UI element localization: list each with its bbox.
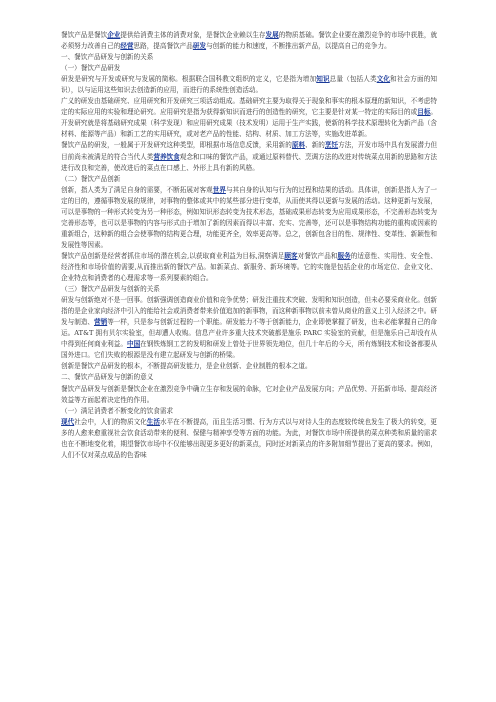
keyword-link[interactable]: 经营 [120,42,134,51]
text-run: 总量（包括人类 [329,75,377,84]
body-paragraph [61,140,437,173]
text-run: 和社会方面的知识），以与运用这些知识去创造新的应用，而进行的系统性创造活动。 [61,75,438,95]
keyword-link[interactable]: 发展 [265,31,279,39]
text-run: 餐饮产品研发与创新是餐饮企业在激烈竞争中确立生存和发展的命脉，它对企业产品发展方向；产品优势、开拓新市场、提高经济效益等方面起着决定性的作用。 [61,384,437,404]
text-run: 一、餐饮产品研发与创新的关系 [61,53,154,62]
keyword-link[interactable]: 世界 [212,185,226,194]
body-paragraph [61,295,437,361]
text-run: 研发是研究与开发或研究与发展的简称。根据联合国科教文组织的定义，它是指为增加 [61,75,317,84]
keyword-link[interactable]: 原料 [291,141,306,150]
section-heading [61,52,437,63]
body-paragraph [61,361,437,372]
section-heading [61,372,437,383]
text-run: 广义的研发由基础研究、应用研究和开发研究三项活动组成。基础研究主要为取得关于现象和事实的根本原理的新知识，不考虑特定的实际应用的实验和理论研究。应用研究是指为获得新知识而进行的创造性的研究，它主要是针对某一特定的实际目的或 [61,97,437,117]
keyword-link[interactable]: 营养饮食 [153,152,180,161]
keyword-link[interactable]: 营销 [93,318,108,327]
section-heading [61,63,437,74]
text-run: 与其自身的认知与行为的过程和结果的活动。具体讲，创新是指人为了一定的目的，遵循事物发展的规律，对事物的整体或其中的某些部分进行变革，从而使其得以更新与发展的活动。这种更新与发展，可以是事物的一种形式转变为另一种形态，例如知识形态转变为技术形态，基础成果形态转变为应用成果形态，不完善形态转变为完善形态等，也可以是事物的内容与形式由于增加了新的因素而得以丰富、充实、完善等，还可以是事物结构功能的重构或因素的重新组合，这种新的组合会使事物的结构更合理，功能更齐全，效率更高等。总之，创新包含目的性、规律性、变革性、新颖性和发展性等因素。 [61,185,438,249]
section-heading [61,174,437,185]
body-paragraph [61,96,437,140]
text-run: 。开发研究就是将基础研究成果（科学发现）和应用研究成果（技术发明）运用于生产实践，使新的科学技术原理转化为新产品（含材料、能源等产品）和新工艺的实用研究，或对老产品的性能、结构、材质、加工方法等，实施改进革新。 [61,108,438,139]
text-run: 社会中，人们的物质文化 [74,417,147,426]
text-run: 、新的 [305,141,325,150]
body-paragraph [61,251,437,284]
text-run: 创新是餐饮产品研发的根本，不断提高研发能力，是企业创新、企业制胜的根本之道。 [61,362,312,371]
keyword-link[interactable]: 企业 [107,31,121,39]
text-run: 思路，提高餐饮产品 [133,42,193,51]
keyword-link[interactable]: 顾客 [284,251,298,260]
keyword-link[interactable]: 生活 [146,417,160,426]
body-paragraph [61,185,437,251]
body-paragraph [61,30,437,52]
text-run: 等一样，只是参与创新过程的一个职能。研发能力不等于创新能力，企业即使掌握了研发，也未必能掌握自己的命运。AT&T 拥有贝尔实验室，但却遭人收购。信息产业许多重大技术突破都是施乐 PARC 实验室的贡献，但是施乐自己却没有从中得到任何商业利益。 [61,318,438,349]
keyword-link[interactable]: 服务 [337,251,351,260]
text-run: 餐饮产品是餐饮 [61,31,108,39]
body-paragraph [61,384,437,406]
text-run: 观念和口味的餐饮产品，或通过原料替代、烹调方法的改进对传统菜点用新的思路和方法进行改良和完善，使改进后的菜点在口感上、外形上具有新的风格。 [61,152,438,172]
text-run: 创新，指人类为了满足自身的需要，不断拓展对客观 [61,185,213,194]
text-run: 餐饮产品创新是经营者抓住市场的潜在机会,以获取商业利益为目标,洞察满足 [61,251,285,260]
body-paragraph [61,417,437,461]
keyword-link[interactable]: 现代 [61,417,75,426]
document-body [61,30,437,461]
section-heading [61,284,437,295]
text-run: 提供给消费主体的消费对象，是餐饮企业赖以生存 [120,31,266,39]
keyword-link[interactable]: 中国 [126,340,141,349]
text-run: 水平在不断提高，而且生活习惯、行为方式以与对待人生的态度较传统也发生了极大的转变，更多的人愈来愈重视社会饮食活动带来的便利、保健与精神享受等方面的功能。为此，对餐饮市场中所提供的菜点种类和质量的需求也在不断地变化着，期望餐饮市场中不仅能够出现更多更好的新菜点，同时还对新菜点的许多附加细节提出了更高的要求。例如，人们不仅对菜点成品的色香味 [61,417,438,459]
text-run: （一）餐饮产品研发 [61,64,121,73]
keyword-link[interactable]: 目标 [417,108,431,117]
text-run: 对餐饮产品和 [297,251,338,260]
text-run: （三）餐饮产品研发与创新的关系 [61,285,160,294]
keyword-link[interactable]: 知识 [316,75,330,84]
text-run: 餐饮产品的研发，一般属于开发研究这种类型，即根据市场信息反馈，采用新的 [61,141,292,150]
text-run: 的适意性、实用性、安全性、经济性和市场价值的需要,从而推出新的餐饮产品。如新菜点、新服务、新环境等。它的实施是包括企业的市场定位、企业文化、企业特点和消费者的心理需求等一系列要素的组合。 [61,251,438,283]
text-run: （一）满足消费者不断变化的饮食需求 [61,406,174,415]
keyword-link[interactable]: 文化 [376,75,391,84]
text-run: 研发与创新绝对不是一回事。创新强调创造商业价值和竞争优势；研发注重技术突破、发明和知识创造，但未必要采商业化。创新指的是企业家向经济中引入的能给社会或消费者带来价值追加的新事物，而这种新事物以前未曾从商业的意义上引入经济之中。研发与制造、 [61,296,437,327]
text-run: 的物质基础。餐饮企业要在激烈竞争的市场中获胜，就必须努力改善自己的 [61,31,438,51]
text-run: 在钢铁炼钢工艺的发明和研发上曾处于世界领先地位，但几十年后的今天，所有炼钢技术和设备都要从国外进口。它们失败的根源是没有建立起研发与创新的桥梁。 [61,340,438,360]
section-heading [61,406,437,417]
keyword-link[interactable]: 烹饪 [324,141,339,150]
text-run: （二）餐饮产品创新 [61,174,121,183]
body-paragraph [61,74,437,96]
text-run: 二、餐饮产品研发与创新的意义 [61,373,154,382]
text-run: 与创新的能力和速度，不断推出新产品，以提高自己的竞争力。 [206,42,391,51]
text-run: 方法，开发市场中具有发展潜力但目前尚未被满足的符合当代人类 [61,141,438,161]
keyword-link[interactable]: 研发 [192,42,207,51]
